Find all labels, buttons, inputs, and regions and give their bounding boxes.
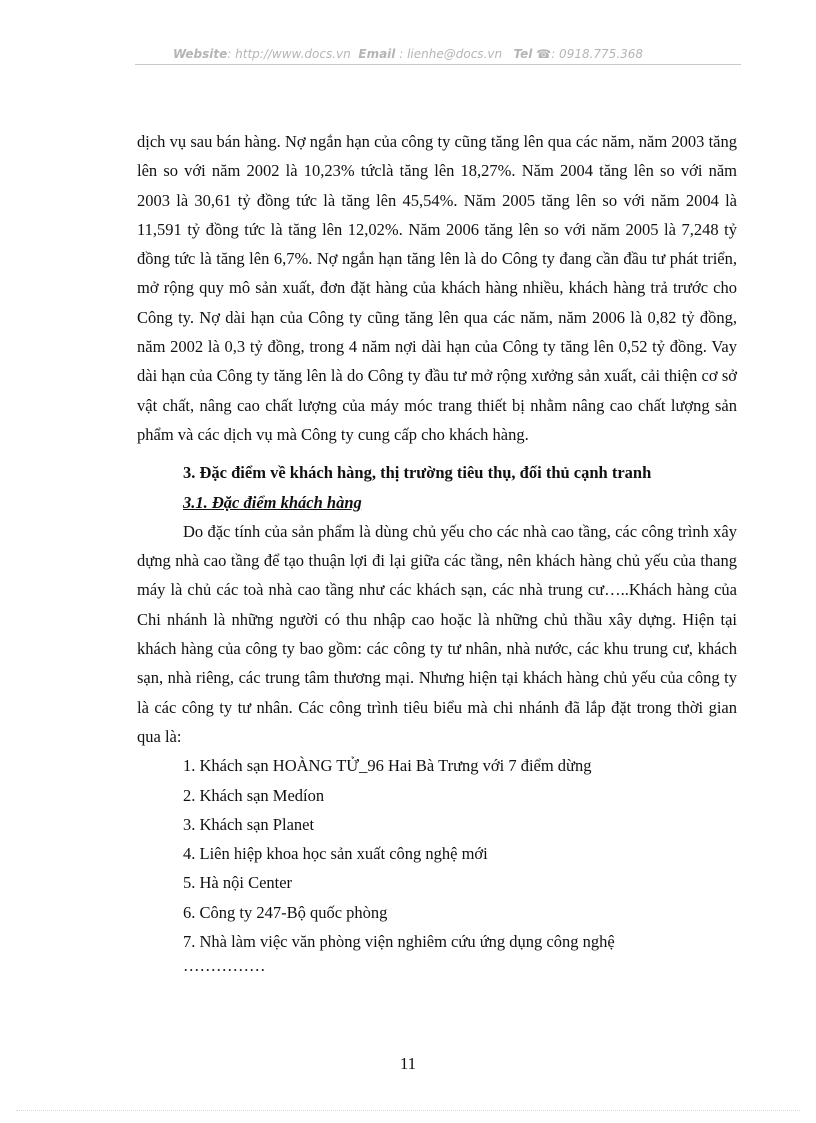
list-item: 1. Khách sạn HOÀNG TỬ_96 Hai Bà Trưng với 7 điểm dừng: [183, 756, 592, 776]
subsection-heading: 3.1. Đặc điểm khách hàng: [183, 492, 362, 512]
email-label: Email: [358, 47, 396, 61]
list-item: 6. Công ty 247-Bộ quốc phòng: [183, 902, 388, 922]
list-item: 3. Khách sạn Planet: [183, 814, 315, 834]
list-item: 2. Khách sạn Medíon: [183, 785, 325, 805]
footer-divider: [16, 1110, 800, 1111]
tel-label: Tel: [513, 47, 533, 61]
page-number: 11: [399, 1054, 417, 1073]
list-ellipsis: ……………: [183, 956, 266, 976]
email-value: : lienhe@docs.vn: [399, 47, 503, 61]
phone-icon: ☎: [536, 47, 552, 61]
list-item: 4. Liên hiệp khoa học sản xuất công nghệ mới: [183, 844, 488, 864]
paragraph-debt: dịch vụ sau bán hàng. Nợ ngắn hạn của công ty cũng tăng lên qua các năm, năm 2003 tăng lên so với năm 2002 là 10,23% tứclà tăng lên 18,27%. Năm 2004 tăng lên so với năm 2003 là 30,61 tỷ đồng tức là tăng lên 45,54%. Năm 2005 tăng lên so với năm 2004 là 11,591 tỷ đồng tức là tăng lên 12,02%. Năm 2006 tăng lên so với năm 2005 là 7,248 tỷ đồng tức là tăng lên 6,7%. Nợ ngắn hạn tăng lên là do Công ty đang cần đầu tư phát triển, mở rộng quy mô sản xuất, đơn đặt hàng của khách hàng nhiều, khách hàng trả trước cho Công ty. Nợ dài hạn của Công ty cũng tăng lên qua các năm, năm 2006 là 0,82 tỷ đồng, năm 2002 là 0,3 tỷ đồng, trong 4 năm nợi dài hạn của Công ty tăng lên 0,52 tỷ đồng. Vay dài hạn của Công ty tăng lên là do Công ty đầu tư mở rộng xưởng sản xuất, cải thiện cơ sở vật chất, nâng cao chất lượng của máy móc trang thiết bị nhằm nâng cao chất lượng sản phẩm và các dịch vụ mà Công ty cung cấp cho khách hàng.: [137, 132, 737, 444]
list-item: 7. Nhà làm việc văn phòng viện nghiêm cứu ứng dụng công nghệ: [183, 932, 615, 952]
website-value: : http://www.docs.vn: [227, 47, 351, 61]
document-body: [137, 127, 737, 976]
paragraph-customers: Do đặc tính của sản phẩm là dùng chủ yếu cho các nhà cao tầng, các công trình xây dựng nhà cao tầng để tạo thuận lợi đi lại giữa các tầng, nên khách hàng chủ yếu của thang máy là chủ các toà nhà cao tầng như các khách sạn, các nhà trung cư…..Khách hàng của Chi nhánh là những người có thu nhập cao hoặc là những chủ thầu xây dựng. Hiện tại khách hàng của công ty bao gồm: các công ty tư nhân, nhà nước, các khu trung cư, khách sạn, nhà riêng, các trung tâm thương mại. Nhưng hiện tại khách hàng chủ yếu của công ty là các công ty tư nhân. Các công trình tiêu biểu mà chi nhánh đã lắp đặt trong thời gian qua là:: [137, 521, 737, 746]
tel-value: : 0918.775.368: [551, 47, 644, 61]
page-header: [0, 47, 816, 61]
website-label: Website: [172, 47, 228, 61]
header-divider: [135, 64, 741, 65]
list-item: 5. Hà nội Center: [183, 873, 293, 893]
section-heading: 3. Đặc điểm về khách hàng, thị trường tiêu thụ, đối thủ cạnh tranh: [183, 463, 652, 483]
